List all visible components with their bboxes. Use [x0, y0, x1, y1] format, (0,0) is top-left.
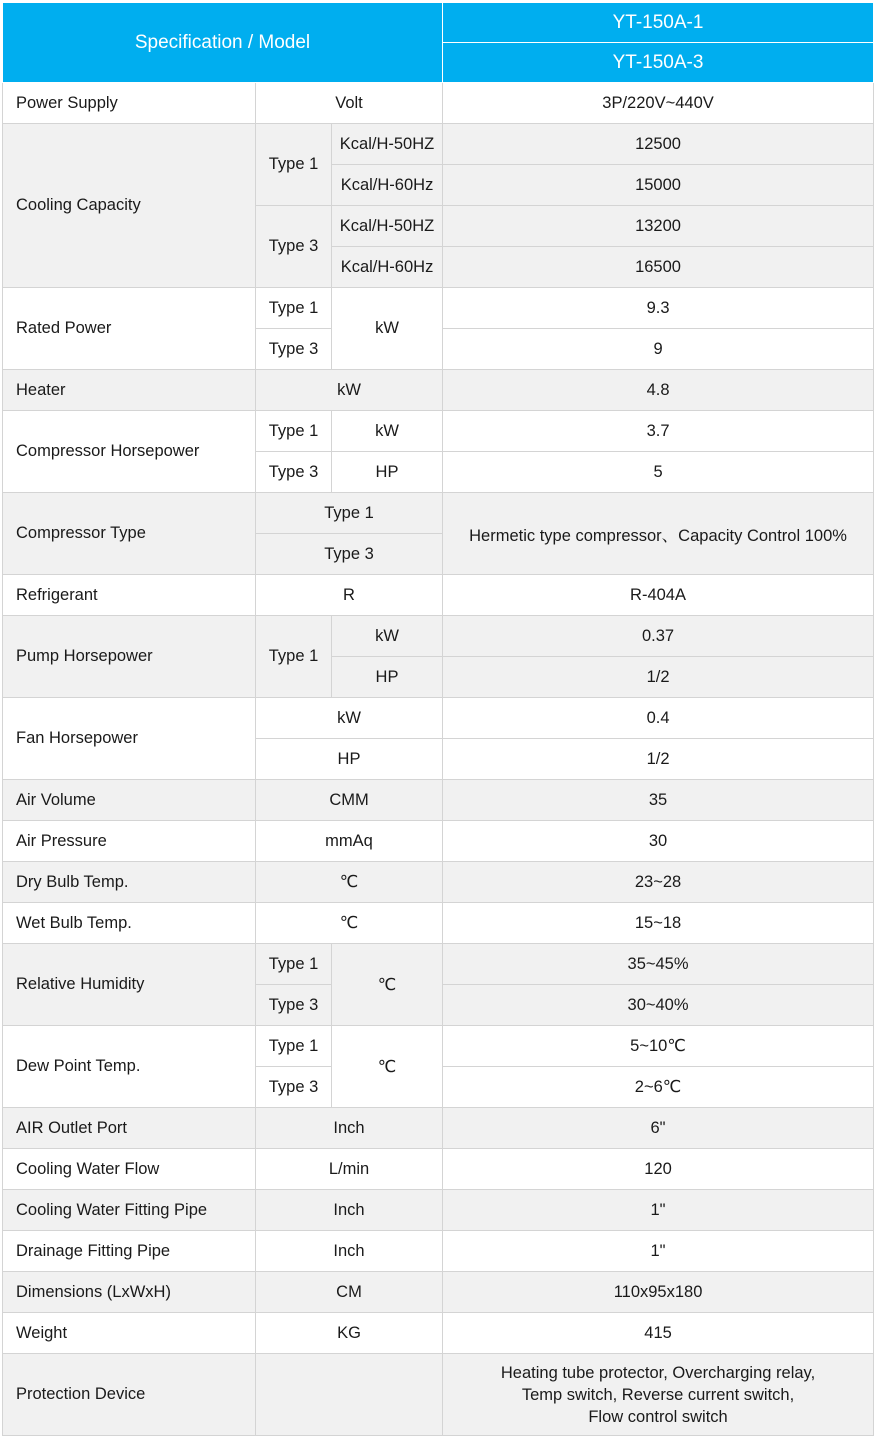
row-label: Cooling Water Fitting Pipe	[3, 1190, 256, 1231]
type-label: Type 1	[256, 411, 332, 452]
row-label: Dimensions (LxWxH)	[3, 1272, 256, 1313]
row-value: 30	[443, 821, 874, 862]
header-row	[3, 3, 874, 43]
row-unit: Inch	[256, 1231, 443, 1272]
row-label: Drainage Fitting Pipe	[3, 1231, 256, 1272]
table-row	[3, 780, 874, 821]
specification-table	[2, 2, 874, 1436]
type-label: Type 1	[256, 493, 443, 534]
row-value	[443, 1354, 874, 1436]
row-value: 0.4	[443, 698, 874, 739]
row-value: 5	[443, 452, 874, 493]
row-unit: Kcal/H-60Hz	[332, 165, 443, 206]
type-label: Type 3	[256, 985, 332, 1026]
table-row	[3, 83, 874, 124]
row-value: 35~45%	[443, 944, 874, 985]
row-unit: kW	[256, 698, 443, 739]
row-label: Rated Power	[3, 288, 256, 370]
table-row	[3, 903, 874, 944]
type-label: Type 3	[256, 206, 332, 288]
table-row	[3, 1026, 874, 1067]
table-row	[3, 698, 874, 739]
table-row	[3, 1354, 874, 1436]
row-label: Wet Bulb Temp.	[3, 903, 256, 944]
row-value: R-404A	[443, 575, 874, 616]
row-value: 4.8	[443, 370, 874, 411]
row-label: Protection Device	[3, 1354, 256, 1436]
table-row	[3, 124, 874, 165]
row-label: Fan Horsepower	[3, 698, 256, 780]
row-label: Cooling Capacity	[3, 124, 256, 288]
row-unit: ℃	[332, 1026, 443, 1108]
row-label: Compressor Type	[3, 493, 256, 575]
row-label: Compressor Horsepower	[3, 411, 256, 493]
row-label: Air Volume	[3, 780, 256, 821]
row-unit: kW	[256, 370, 443, 411]
row-unit: CM	[256, 1272, 443, 1313]
table-row	[3, 862, 874, 903]
table-row	[3, 411, 874, 452]
row-unit: mmAq	[256, 821, 443, 862]
row-label: Pump Horsepower	[3, 616, 256, 698]
row-unit: ℃	[256, 903, 443, 944]
header-model-3: YT-150A-3	[443, 43, 874, 83]
row-unit: kW	[332, 411, 443, 452]
type-label: Type 3	[256, 452, 332, 493]
row-label: Relative Humidity	[3, 944, 256, 1026]
row-value: 6"	[443, 1108, 874, 1149]
type-label: Type 1	[256, 616, 332, 698]
row-value: 0.37	[443, 616, 874, 657]
row-unit: kW	[332, 288, 443, 370]
row-unit: ℃	[256, 862, 443, 903]
row-value: 5~10℃	[443, 1026, 874, 1067]
table-row	[3, 1231, 874, 1272]
row-unit: Volt	[256, 83, 443, 124]
row-label: Weight	[3, 1313, 256, 1354]
type-label: Type 1	[256, 1026, 332, 1067]
type-label: Type 3	[256, 534, 443, 575]
row-value: 12500	[443, 124, 874, 165]
row-value: 2~6℃	[443, 1067, 874, 1108]
row-unit: ℃	[332, 944, 443, 1026]
row-value: 9	[443, 329, 874, 370]
row-label: Power Supply	[3, 83, 256, 124]
table-row	[3, 288, 874, 329]
row-value: 1/2	[443, 657, 874, 698]
row-value: 3P/220V~440V	[443, 83, 874, 124]
protection-line-1: Heating tube protector, Overcharging relay,	[500, 1363, 816, 1382]
header-model-1: YT-150A-1	[443, 3, 874, 43]
row-value: Hermetic type compressor、Capacity Control 100%	[443, 493, 874, 575]
protection-line-2: Temp switch, Reverse current switch,	[521, 1385, 795, 1404]
table-row	[3, 493, 874, 534]
row-value: 15~18	[443, 903, 874, 944]
row-value: 35	[443, 780, 874, 821]
row-unit: Kcal/H-60Hz	[332, 247, 443, 288]
row-label: Air Pressure	[3, 821, 256, 862]
table-row	[3, 821, 874, 862]
row-value: 1"	[443, 1190, 874, 1231]
row-unit: CMM	[256, 780, 443, 821]
row-unit-empty	[256, 1354, 443, 1436]
row-unit: HP	[332, 452, 443, 493]
row-value: 13200	[443, 206, 874, 247]
row-value: 120	[443, 1149, 874, 1190]
type-label: Type 1	[256, 124, 332, 206]
row-label: Cooling Water Flow	[3, 1149, 256, 1190]
row-value: 16500	[443, 247, 874, 288]
row-unit: Inch	[256, 1190, 443, 1231]
row-label: Heater	[3, 370, 256, 411]
row-value: 415	[443, 1313, 874, 1354]
row-value: 23~28	[443, 862, 874, 903]
row-unit: HP	[256, 739, 443, 780]
row-unit: Kcal/H-50HZ	[332, 124, 443, 165]
row-unit: Kcal/H-50HZ	[332, 206, 443, 247]
row-label: Dew Point Temp.	[3, 1026, 256, 1108]
protection-line-3: Flow control switch	[588, 1407, 728, 1426]
table-row	[3, 1149, 874, 1190]
header-title: Specification / Model	[3, 3, 443, 83]
row-value: 3.7	[443, 411, 874, 452]
row-value: 110x95x180	[443, 1272, 874, 1313]
type-label: Type 3	[256, 1067, 332, 1108]
table-row	[3, 1190, 874, 1231]
table-row	[3, 1108, 874, 1149]
type-label: Type 1	[256, 944, 332, 985]
row-value: 1"	[443, 1231, 874, 1272]
table-row	[3, 370, 874, 411]
type-label: Type 1	[256, 288, 332, 329]
table-row	[3, 1272, 874, 1313]
table-row	[3, 944, 874, 985]
table-row	[3, 575, 874, 616]
row-value: 9.3	[443, 288, 874, 329]
row-unit: R	[256, 575, 443, 616]
row-unit: KG	[256, 1313, 443, 1354]
table-row	[3, 616, 874, 657]
row-unit: HP	[332, 657, 443, 698]
row-label: AIR Outlet Port	[3, 1108, 256, 1149]
table-row	[3, 1313, 874, 1354]
type-label: Type 3	[256, 329, 332, 370]
row-unit: kW	[332, 616, 443, 657]
row-value: 1/2	[443, 739, 874, 780]
row-unit: Inch	[256, 1108, 443, 1149]
row-label: Dry Bulb Temp.	[3, 862, 256, 903]
row-value: 30~40%	[443, 985, 874, 1026]
row-label: Refrigerant	[3, 575, 256, 616]
row-value: 15000	[443, 165, 874, 206]
row-unit: L/min	[256, 1149, 443, 1190]
